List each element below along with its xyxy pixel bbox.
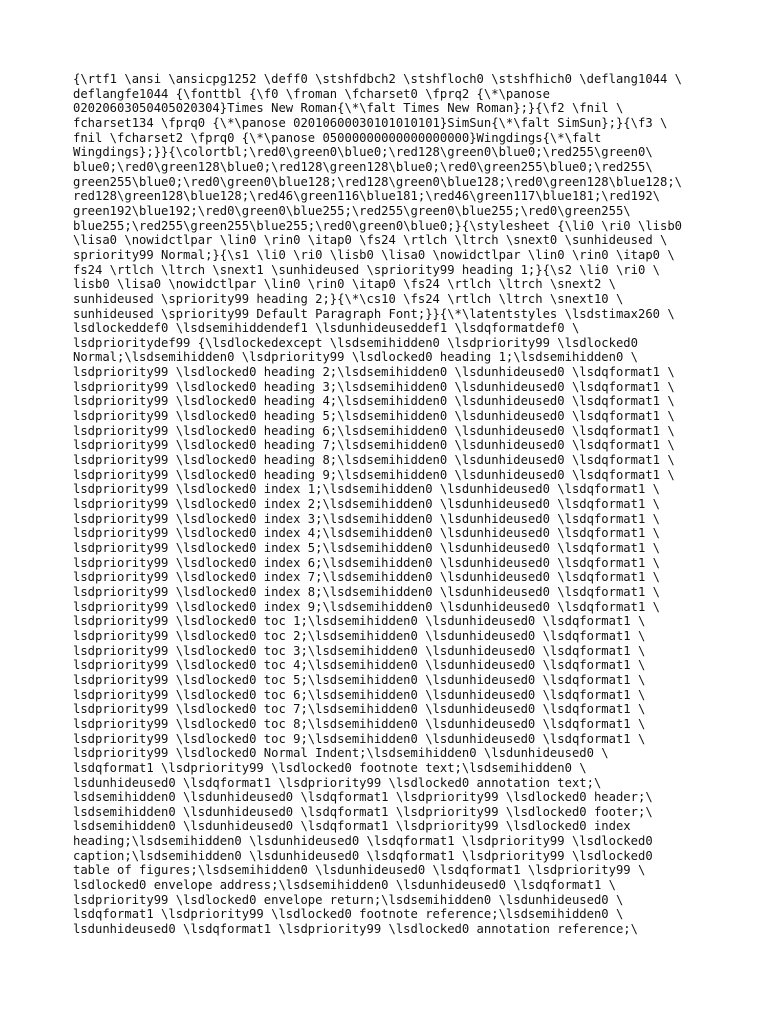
rtf-source-text	[73, 72, 713, 937]
text-line: lsdpriority99 \lsdlocked0 heading 9;\lsdsemihidden0 \lsdunhideused0 \lsdqformat1 \	[73, 467, 675, 482]
text-line: lsdqformat1 \lsdpriority99 \lsdlocked0 footnote reference;\lsdsemihidden0 \	[73, 907, 624, 922]
text-line: {\rtf1 \ansi \ansicpg1252 \deff0 \stshfdbch2 \stshfloch0 \stshfhich0 \deflang1044 \	[73, 72, 683, 86]
text-line: lsdpriority99 \lsdlocked0 heading 5;\lsdsemihidden0 \lsdunhideused0 \lsdqformat1 \	[73, 409, 675, 424]
text-line: lsdunhideused0 \lsdqformat1 \lsdpriority99 \lsdlocked0 annotation reference;\	[73, 922, 638, 937]
text-line: lsdpriority99 \lsdlocked0 index 2;\lsdsemihidden0 \lsdunhideused0 \lsdqformat1 \	[73, 497, 660, 512]
text-line: lsdpriority99 \lsdlocked0 envelope return;\lsdsemihidden0 \lsdunhideused0 \	[73, 892, 624, 907]
text-line: \lisa0 \nowidctlpar \lin0 \rin0 \itap0 \fs24 \rtlch \ltrch \snext0 \sunhideused \	[73, 233, 668, 248]
text-line: lsdpriority99 \lsdlocked0 index 1;\lsdsemihidden0 \lsdunhideused0 \lsdqformat1 \	[73, 482, 660, 497]
text-line: lsdpriority99 \lsdlocked0 heading 2;\lsdsemihidden0 \lsdunhideused0 \lsdqformat1 \	[73, 365, 675, 380]
text-line: lsdlocked0 envelope address;\lsdsemihidden0 \lsdunhideused0 \lsdqformat1 \	[73, 878, 616, 893]
text-line: fnil \fcharset2 \fprq0 {\*\panose 05000000000000000000}Wingdings{\*\falt	[73, 130, 602, 145]
text-line: lsdunhideused0 \lsdqformat1 \lsdpriority99 \lsdlocked0 annotation text;\	[73, 775, 602, 790]
text-line: lsdpriority99 \lsdlocked0 heading 7;\lsdsemihidden0 \lsdunhideused0 \lsdqformat1 \	[73, 438, 675, 453]
text-line: lsdpriority99 \lsdlocked0 index 8;\lsdsemihidden0 \lsdunhideused0 \lsdqformat1 \	[73, 584, 660, 599]
text-line: lsdsemihidden0 \lsdunhideused0 \lsdqformat1 \lsdpriority99 \lsdlocked0 footer;\	[73, 804, 653, 819]
text-line: lsdpriority99 \lsdlocked0 index 4;\lsdsemihidden0 \lsdunhideused0 \lsdqformat1 \	[73, 526, 660, 541]
text-line: lisb0 \lisa0 \nowidctlpar \lin0 \rin0 \itap0 \fs24 \rtlch \ltrch \snext2 \	[73, 277, 616, 292]
text-line: lsdpriority99 \lsdlocked0 toc 1;\lsdsemihidden0 \lsdunhideused0 \lsdqformat1 \	[73, 614, 646, 629]
text-line: lsdprioritydef99 {\lsdlockedexcept \lsdsemihidden0 \lsdpriority99 \lsdlocked0	[73, 335, 638, 350]
text-line: fs24 \rtlch \ltrch \snext1 \sunhideused \spriority99 heading 1;}{\s2 \li0 \ri0 \	[73, 262, 660, 277]
text-line: sunhideused \spriority99 Default Paragraph Font;}}{\*\latentstyles \lsdstimax260 \	[73, 306, 675, 321]
text-line: lsdpriority99 \lsdlocked0 index 6;\lsdsemihidden0 \lsdunhideused0 \lsdqformat1 \	[73, 555, 660, 570]
text-line: Normal;\lsdsemihidden0 \lsdpriority99 \lsdlocked0 heading 1;\lsdsemihidden0 \	[73, 350, 638, 365]
text-line: sunhideused \spriority99 heading 2;}{\*\cs10 \fs24 \rtlch \ltrch \snext10 \	[73, 291, 624, 306]
text-line: lsdpriority99 \lsdlocked0 index 5;\lsdsemihidden0 \lsdunhideused0 \lsdqformat1 \	[73, 541, 660, 555]
text-line: 02020603050405020304}Times New Roman{\*\falt Times New Roman};}{\f2 \fnil \	[73, 101, 624, 116]
text-line: Wingdings};}}{\colortbl;\red0\green0\blue0;\red128\green0\blue0;\red255\green0\	[73, 145, 653, 160]
text-line: lsdsemihidden0 \lsdunhideused0 \lsdqformat1 \lsdpriority99 \lsdlocked0 header;\	[73, 790, 653, 805]
text-line: lsdpriority99 \lsdlocked0 heading 4;\lsdsemihidden0 \lsdunhideused0 \lsdqformat1 \	[73, 394, 675, 409]
text-line: lsdsemihidden0 \lsdunhideused0 \lsdqformat1 \lsdpriority99 \lsdlocked0 index	[73, 819, 631, 834]
text-line: lsdpriority99 \lsdlocked0 index 7;\lsdsemihidden0 \lsdunhideused0 \lsdqformat1 \	[73, 570, 660, 585]
text-line: blue255;\red255\green255\blue255;\red0\green0\blue0;}{\stylesheet {\li0 \ri0 \lisb0	[73, 218, 683, 233]
text-line: lsdpriority99 \lsdlocked0 toc 4;\lsdsemihidden0 \lsdunhideused0 \lsdqformat1 \	[73, 658, 646, 673]
text-line: lsdpriority99 \lsdlocked0 index 9;\lsdsemihidden0 \lsdunhideused0 \lsdqformat1 \	[73, 599, 660, 614]
text-line: lsdpriority99 \lsdlocked0 heading 8;\lsdsemihidden0 \lsdunhideused0 \lsdqformat1 \	[73, 453, 675, 468]
text-line: green192\blue192;\red0\green0\blue255;\red255\green0\blue255;\red0\green255\	[73, 203, 631, 218]
text-line: lsdpriority99 \lsdlocked0 Normal Indent;\lsdsemihidden0 \lsdunhideused0 \	[73, 746, 609, 761]
text-line: lsdpriority99 \lsdlocked0 toc 6;\lsdsemihidden0 \lsdunhideused0 \lsdqformat1 \	[73, 687, 646, 702]
text-line: lsdpriority99 \lsdlocked0 toc 8;\lsdsemihidden0 \lsdunhideused0 \lsdqformat1 \	[73, 716, 646, 731]
text-line: blue0;\red0\green128\blue0;\red128\green128\blue0;\red0\green255\blue0;\red255\	[73, 159, 653, 174]
text-line: table of figures;\lsdsemihidden0 \lsdunhideused0 \lsdqformat1 \lsdpriority99 \	[73, 863, 646, 878]
text-line: lsdpriority99 \lsdlocked0 toc 3;\lsdsemihidden0 \lsdunhideused0 \lsdqformat1 \	[73, 643, 646, 658]
text-line: green255\blue0;\red0\green0\blue128;\red128\green0\blue128;\red0\green128\blue128;\	[73, 174, 683, 189]
text-line: red128\green128\blue128;\red46\green116\blue181;\red46\green117\blue181;\red192\	[73, 189, 660, 204]
text-line: lsdpriority99 \lsdlocked0 toc 2;\lsdsemihidden0 \lsdunhideused0 \lsdqformat1 \	[73, 628, 646, 643]
text-line: spriority99 Normal;}{\s1 \li0 \ri0 \lisb0 \lisa0 \nowidctlpar \lin0 \rin0 \itap0 \	[73, 247, 675, 262]
text-line: lsdpriority99 \lsdlocked0 toc 5;\lsdsemihidden0 \lsdunhideused0 \lsdqformat1 \	[73, 672, 646, 687]
text-line: heading;\lsdsemihidden0 \lsdunhideused0 \lsdqformat1 \lsdpriority99 \lsdlocked0	[73, 834, 653, 849]
text-line: caption;\lsdsemihidden0 \lsdunhideused0 \lsdqformat1 \lsdpriority99 \lsdlocked0	[73, 848, 653, 863]
text-line: lsdqformat1 \lsdpriority99 \lsdlocked0 footnote text;\lsdsemihidden0 \	[73, 760, 587, 775]
text-line: deflangfe1044 {\fonttbl {\f0 \froman \fcharset0 \fprq2 {\*\panose	[73, 86, 550, 101]
text-line: lsdpriority99 \lsdlocked0 heading 6;\lsdsemihidden0 \lsdunhideused0 \lsdqformat1 \	[73, 423, 675, 438]
text-line: lsdpriority99 \lsdlocked0 index 3;\lsdsemihidden0 \lsdunhideused0 \lsdqformat1 \	[73, 511, 660, 526]
text-line: lsdpriority99 \lsdlocked0 heading 3;\lsdsemihidden0 \lsdunhideused0 \lsdqformat1 \	[73, 379, 675, 394]
text-line: fcharset134 \fprq0 {\*\panose 02010600030101010101}SimSun{\*\falt SimSun};}{\f3 \	[73, 115, 668, 130]
text-line: lsdpriority99 \lsdlocked0 toc 9;\lsdsemihidden0 \lsdunhideused0 \lsdqformat1 \	[73, 731, 646, 746]
text-line: lsdlockeddef0 \lsdsemihiddendef1 \lsdunhideuseddef1 \lsdqformatdef0 \	[73, 321, 580, 336]
text-line: lsdpriority99 \lsdlocked0 toc 7;\lsdsemihidden0 \lsdunhideused0 \lsdqformat1 \	[73, 702, 646, 717]
